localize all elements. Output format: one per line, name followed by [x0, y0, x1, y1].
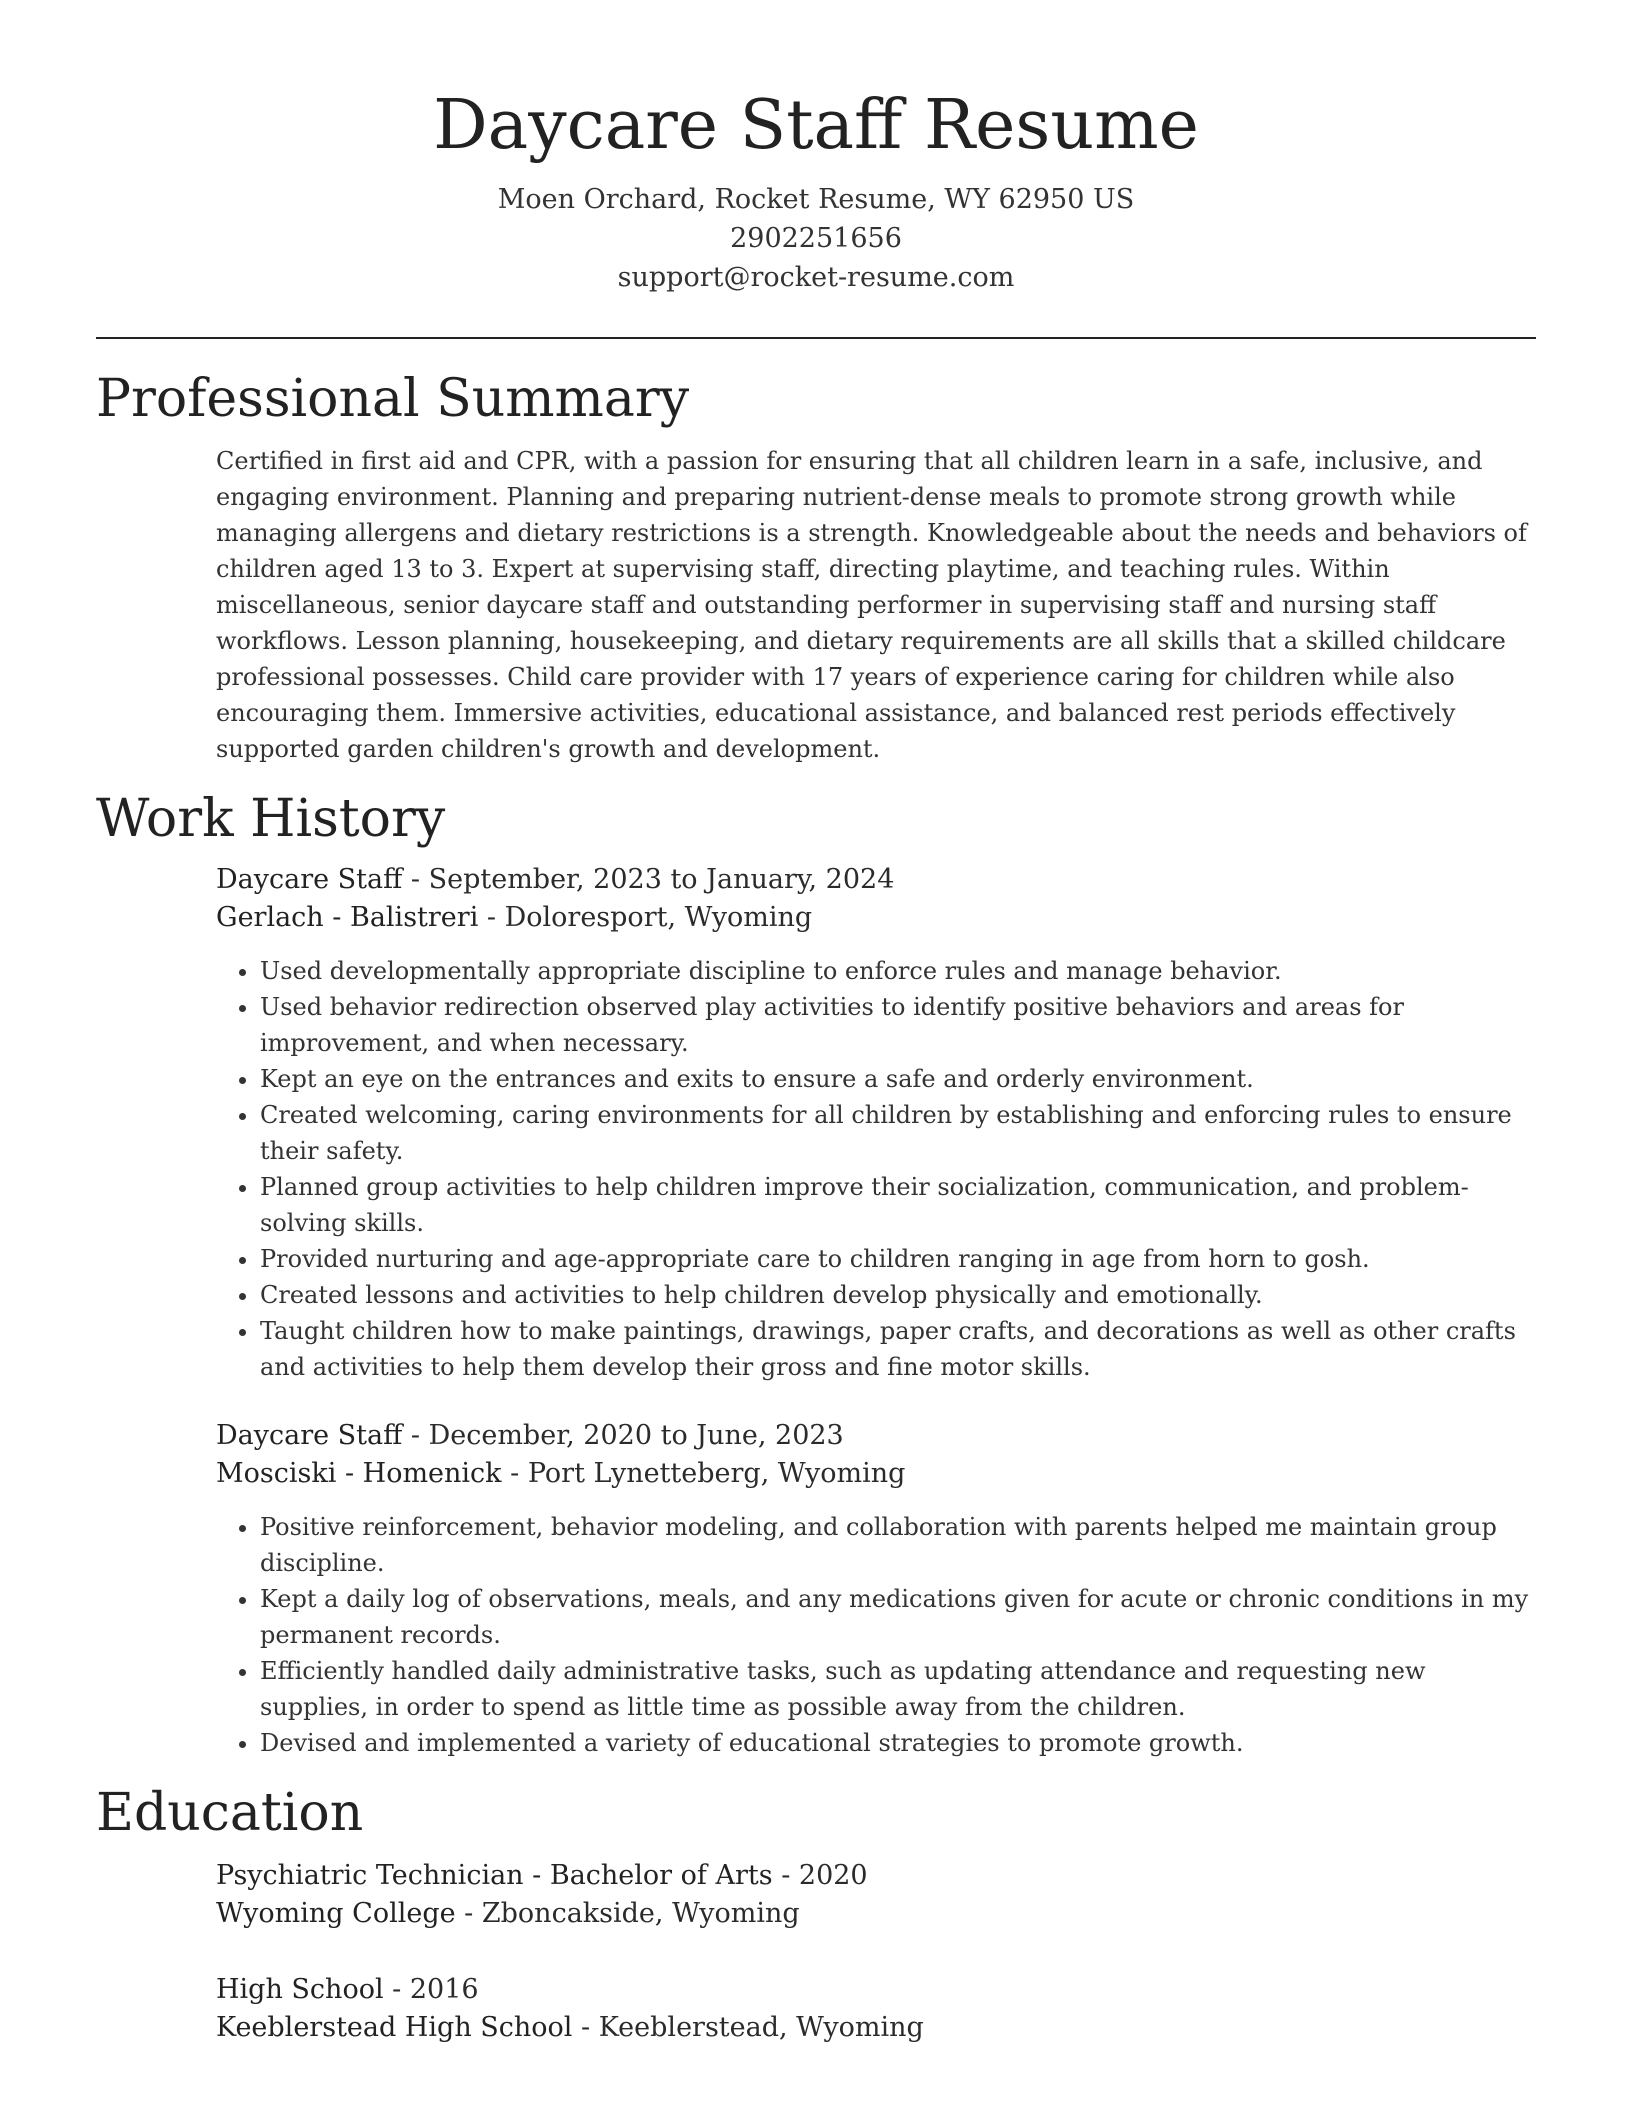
school-line: [216, 2009, 1536, 2047]
email: support@rocket-resume.com: [617, 262, 1015, 293]
job-title-line: [216, 1417, 1536, 1455]
job-list: [216, 861, 1536, 1761]
job-bullets: [216, 953, 1536, 1385]
job-dates: - September, 2023 to January, 2024: [402, 864, 895, 895]
school-line: [216, 1895, 1536, 1933]
job-title: Daycare Staff: [216, 1420, 403, 1451]
job-bullet: • Devised and implemented a variety of educational strategies to promote growth.: [260, 1725, 1536, 1761]
phone: 2902251656: [730, 223, 902, 254]
resume-header: [96, 0, 1536, 297]
degree-year: - 2016: [383, 1974, 479, 2005]
degree: Psychiatric Technician - Bachelor of Arts: [216, 1860, 773, 1891]
school-name: Keeblerstead High School: [216, 2012, 573, 2043]
job-location: - Port Lynetteberg, Wyoming: [501, 1458, 906, 1489]
summary-heading: Professional Summary: [96, 369, 690, 429]
summary-text: Certified in first aid and CPR, with a passion for ensuring that all children learn in a safe, inclusive, and engaging environment. Planning and preparing nutrient-dense meals to promote strong growth while managing allergens and dietary restrictions is a strength. Knowledgeable about the needs and behaviors of children aged 13 to 3. Expert at supervising staff, directing playtime, and teaching rules. Within miscellaneous, senior daycare staff and outstanding performer in supervising staff and nursing staff workflows. Lesson planning, housekeeping, and dietary requirements are all skills that a skilled childcare professional possesses. Child care provider with 17 years of experience caring for children while also encouraging them. Immersive activities, educational assistance, and balanced rest periods effectively supported garden children's growth and development.: [216, 447, 1527, 763]
job-title-line: [216, 861, 1536, 899]
contact-info: [96, 180, 1536, 297]
job-bullet: • Kept a daily log of observations, meals, and any medications given for acute or chronic conditions in my permanent records.: [260, 1581, 1536, 1653]
job-company-line: [216, 1455, 1536, 1493]
job-bullet: • Provided nurturing and age-appropriate care to children ranging in age from horn to gosh.: [260, 1241, 1536, 1277]
job-entry: [216, 1417, 1536, 1761]
address: Moen Orchard, Rocket Resume, WY 62950 US: [497, 184, 1135, 215]
degree-line: [216, 1857, 1536, 1895]
job-bullet: • Used developmentally appropriate discipline to enforce rules and manage behavior.: [260, 953, 1536, 989]
job-dates: - December, 2020 to June, 2023: [402, 1420, 844, 1451]
job-bullets: [216, 1509, 1536, 1761]
work-history-heading: Work History: [96, 789, 446, 849]
school-location: - Zboncakside, Wyoming: [455, 1898, 800, 1929]
school-location: - Keeblerstead, Wyoming: [572, 2012, 924, 2043]
degree: High School: [216, 1974, 384, 2005]
education-section: [96, 1781, 1536, 2047]
job-bullet: • Efficiently handled daily administrative tasks, such as updating attendance and requesting new supplies, in order to spend as little time as possible away from the children.: [260, 1653, 1536, 1725]
header-divider: [96, 337, 1536, 339]
job-bullet: • Positive reinforcement, behavior modeling, and collaboration with parents helped me maintain group discipline.: [260, 1509, 1536, 1581]
job-location: - Doloresport, Wyoming: [478, 902, 813, 933]
resume-page: [96, 0, 1536, 2047]
job-bullet: • Taught children how to make paintings, drawings, paper crafts, and decorations as well as other crafts and activities to help them develop their gross and fine motor skills.: [260, 1313, 1536, 1385]
school-name: Wyoming College: [216, 1898, 456, 1929]
job-bullet: • Kept an eye on the entrances and exits to ensure a safe and orderly environment.: [260, 1061, 1536, 1097]
work-history-section: [96, 787, 1536, 1761]
job-company: Mosciski - Homenick: [216, 1458, 502, 1489]
education-entry: [216, 1971, 1536, 2047]
job-entry: [216, 861, 1536, 1385]
education-entry: [216, 1857, 1536, 1933]
summary-section: [96, 367, 1536, 767]
job-bullet: • Created welcoming, caring environments for all children by establishing and enforcing rules to ensure their safety.: [260, 1097, 1536, 1169]
job-bullet: • Used behavior redirection observed play activities to identify positive behaviors and areas for improvement, and when necessary.: [260, 989, 1536, 1061]
job-company: Gerlach - Balistreri: [216, 902, 479, 933]
education-list: [216, 1857, 1536, 2047]
resume-title: Daycare Staff Resume: [433, 86, 1199, 165]
education-heading: Education: [96, 1783, 364, 1843]
job-bullet: • Planned group activities to help children improve their socialization, communication, and problem-solving skills.: [260, 1169, 1536, 1241]
degree-line: [216, 1971, 1536, 2009]
job-bullet: • Created lessons and activities to help children develop physically and emotionally.: [260, 1277, 1536, 1313]
job-company-line: [216, 899, 1536, 937]
job-title: Daycare Staff: [216, 864, 403, 895]
degree-year: - 2020: [772, 1860, 868, 1891]
